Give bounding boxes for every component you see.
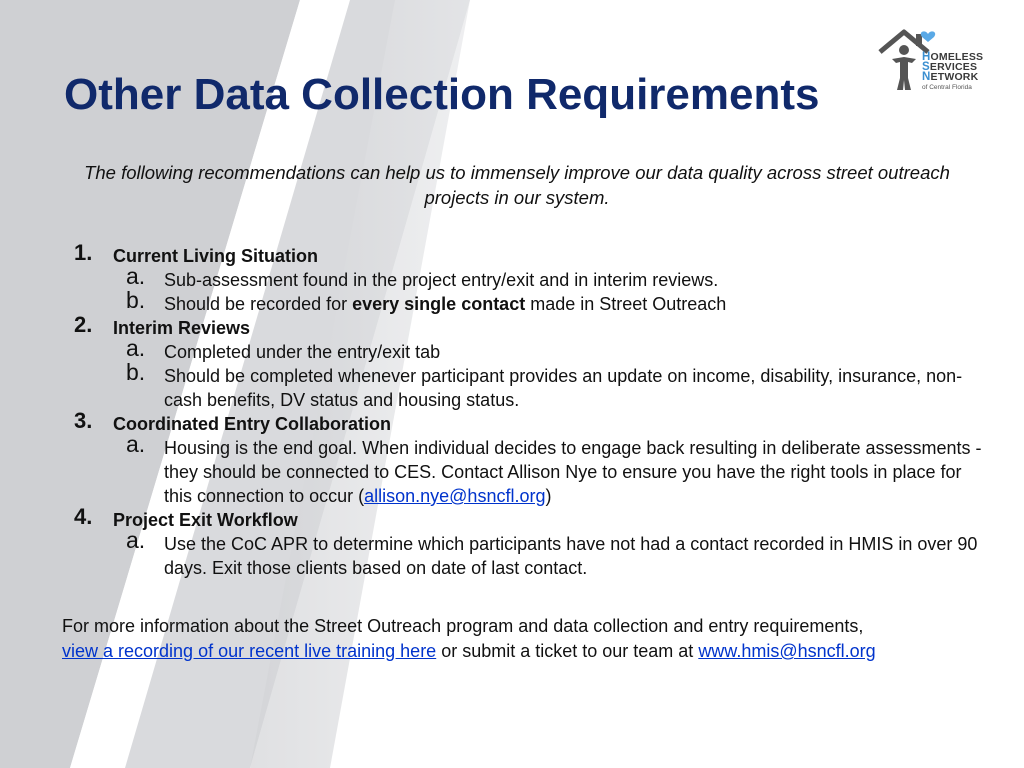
sub-text: Housing is the end goal. When individual decides to engage back resulting in deliberate assessments - they should be connected to CES. Contact Allison Nye to ensure you have the right tools in place for this connection to occur (: [164, 438, 982, 506]
item-title: Project Exit Workflow: [113, 510, 298, 530]
sub-letter: a.: [126, 527, 146, 553]
sub-letter: a.: [126, 335, 146, 361]
sub-letter: a.: [126, 431, 146, 457]
sub-letter: b.: [126, 359, 146, 385]
sub-text-bold: every single contact: [352, 294, 526, 314]
sub-text: ): [545, 486, 552, 506]
sub-list: [113, 263, 992, 316]
training-recording-link[interactable]: view a recording of our recent live training here: [62, 641, 437, 661]
logo-wordmark: HOMELESS SERVICES NETWORK: [922, 51, 984, 83]
sub-text: Use the CoC APR to determine which participants have not had a contact recorded in HMIS in over 90 days. Exit those clients based on date of last contact.: [164, 534, 978, 578]
sub-list: [113, 527, 992, 580]
email-link[interactable]: allison.nye@hsncfl.org: [364, 486, 546, 506]
sub-text: made in Street Outreach: [525, 294, 727, 314]
list-item: [62, 408, 992, 508]
sub-item: [113, 359, 992, 412]
list-item: [62, 240, 992, 316]
sub-list: [113, 335, 992, 412]
list-item: [62, 504, 992, 580]
page-title: Other Data Collection Requirements: [64, 70, 820, 119]
list-item: [62, 312, 992, 412]
sub-text: Sub-assessment found in the project entry/exit and in interim reviews.: [164, 270, 719, 290]
sub-letter: b.: [126, 287, 146, 313]
sub-item: [113, 287, 992, 316]
item-number: 1.: [74, 240, 93, 265]
sub-text: Should be completed whenever participant provides an update on income, disability, insurance, non-cash benefits, DV status and housing status.: [164, 366, 963, 410]
item-number: 2.: [74, 312, 93, 337]
item-number: 3.: [74, 408, 93, 433]
footer-text: [62, 614, 992, 664]
hmis-website-link[interactable]: www.hmis@hsncfl.org: [698, 641, 876, 661]
item-title: Current Living Situation: [113, 246, 318, 266]
sub-text: Should be recorded for: [164, 294, 353, 314]
sub-text: Completed under the entry/exit tab: [164, 342, 441, 362]
sub-item: [113, 263, 992, 292]
sub-letter: a.: [126, 263, 146, 289]
item-title: Coordinated Entry Collaboration: [113, 414, 392, 434]
sub-list: [113, 431, 992, 508]
requirements-list: [62, 240, 992, 580]
logo-subtitle: of Central Florida: [922, 84, 972, 91]
item-title: Interim Reviews: [113, 318, 251, 338]
item-number: 4.: [74, 504, 93, 529]
intro-text: The following recommendations can help us to immensely improve our data quality across street outreach projects in our system.: [84, 162, 950, 208]
footer-text-part: For more information about the Street Outreach program and data collection and entry requirements,: [62, 616, 864, 636]
sub-item: [113, 527, 992, 580]
footer-text-part: or submit a ticket to our team at: [436, 641, 699, 661]
sub-item: [113, 431, 992, 508]
sub-item: [113, 335, 992, 364]
